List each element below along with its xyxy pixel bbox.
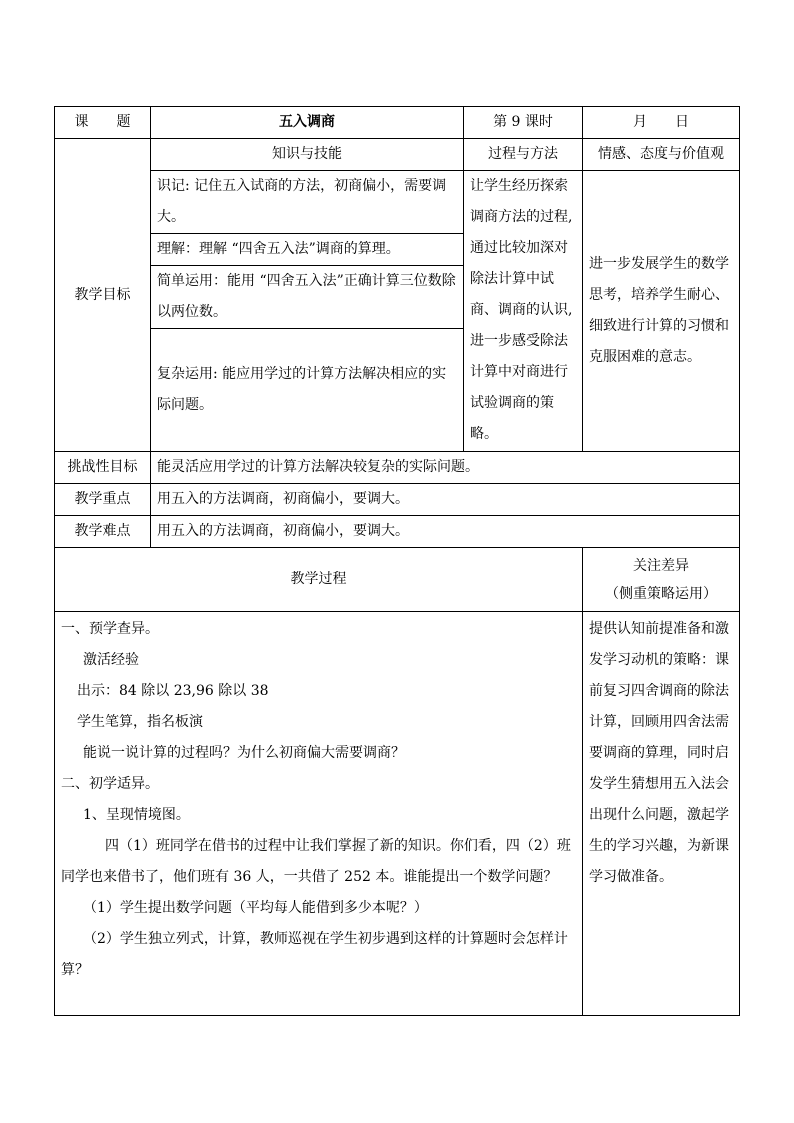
attitude-goal: 进一步发展学生的数学思考，培养学生耐心、细致进行计算的习惯和克服困难的意志。 <box>583 171 740 452</box>
differences-label: 关注差异 <box>633 557 689 574</box>
topic-label: 课 题 <box>55 107 151 139</box>
step-independent-calc: （2）学生独立列式，计算，教师巡视在学生初步遇到这样的计算题时会怎样计算？ <box>61 931 568 978</box>
process-section-title: 教学过程 <box>55 548 583 612</box>
difficulty-label: 教学难点 <box>55 516 151 548</box>
challenge-label: 挑战性目标 <box>55 452 151 484</box>
show-problems: 出示：84 除以 23,96 除以 38 <box>77 683 269 699</box>
difficulty-text: 用五入的方法调商，初商偏小，要调大。 <box>151 516 740 548</box>
process-goal: 让学生经历探索调商方法的过程,通过比较加深对除法计算中试商、调商的认识,进一步感受除法计算中对商进行试验调商的策略。 <box>464 171 583 452</box>
knowledge-header: 知识与技能 <box>151 139 464 171</box>
knowledge-complex-use: 复杂运用: 能应用学过的计算方法解决相应的实际问题。 <box>151 329 464 452</box>
process-body <box>55 612 583 1016</box>
goals-label: 教学目标 <box>55 139 151 452</box>
key-point-label: 教学重点 <box>55 484 151 516</box>
explain-question: 能说一说计算的过程吗？为什么初商偏大需要调商？ <box>83 745 405 761</box>
topic-title: 五入调商 <box>151 107 464 139</box>
lesson-plan-table <box>54 106 740 1016</box>
strategy-note: 提供认知前提准备和激发学习动机的策略：课前复习四舍调商的除法计算，回顾用四舍法需要调商的算理，同时启发学生猜想用五入法会出现什么问题，激起学生的学习兴趣，为新课学习做准备。 <box>583 612 740 1016</box>
challenge-text: 能灵活应用学过的计算方法解决较复杂的实际问题。 <box>151 452 740 484</box>
process-header: 过程与方法 <box>464 139 583 171</box>
knowledge-simple-use: 简单运用：能用 “四舍五入法”正确计算三位数除以两位数。 <box>151 266 464 329</box>
key-point-text: 用五入的方法调商，初商偏小，要调大。 <box>151 484 740 516</box>
activate-experience: 激活经验 <box>83 652 139 668</box>
section-two-title: 二、初学适异。 <box>61 776 159 792</box>
situation-paragraph: 四（1）班同学在借书的过程中让我们掌握了新的知识。你们看，四（2）班同学也来借书了，他们班有 36 人，一共借了 252 本。谁能提出一个数学问题？ <box>61 838 571 885</box>
section-one-title: 一、预学查异。 <box>61 621 159 637</box>
attitude-header: 情感、态度与价值观 <box>583 139 740 171</box>
lesson-plan <box>54 106 739 1016</box>
step-ask-question: （1）学生提出数学问题（平均每人能借到多少本呢？） <box>83 900 428 916</box>
strategy-label: （侧重策略运用） <box>605 585 717 602</box>
differences-header <box>583 548 740 612</box>
lesson-date: 月 日 <box>583 107 740 139</box>
knowledge-recall: 识记: 记住五入试商的方法，初商偏小，需要调大。 <box>151 171 464 234</box>
knowledge-understand: 理解：理解 “四舍五入法”调商的算理。 <box>151 234 464 266</box>
students-calculate: 学生笔算，指名板演 <box>77 714 203 730</box>
lesson-number: 第 9 课时 <box>464 107 583 139</box>
step-situation-image: 1、呈现情境图。 <box>83 807 190 823</box>
